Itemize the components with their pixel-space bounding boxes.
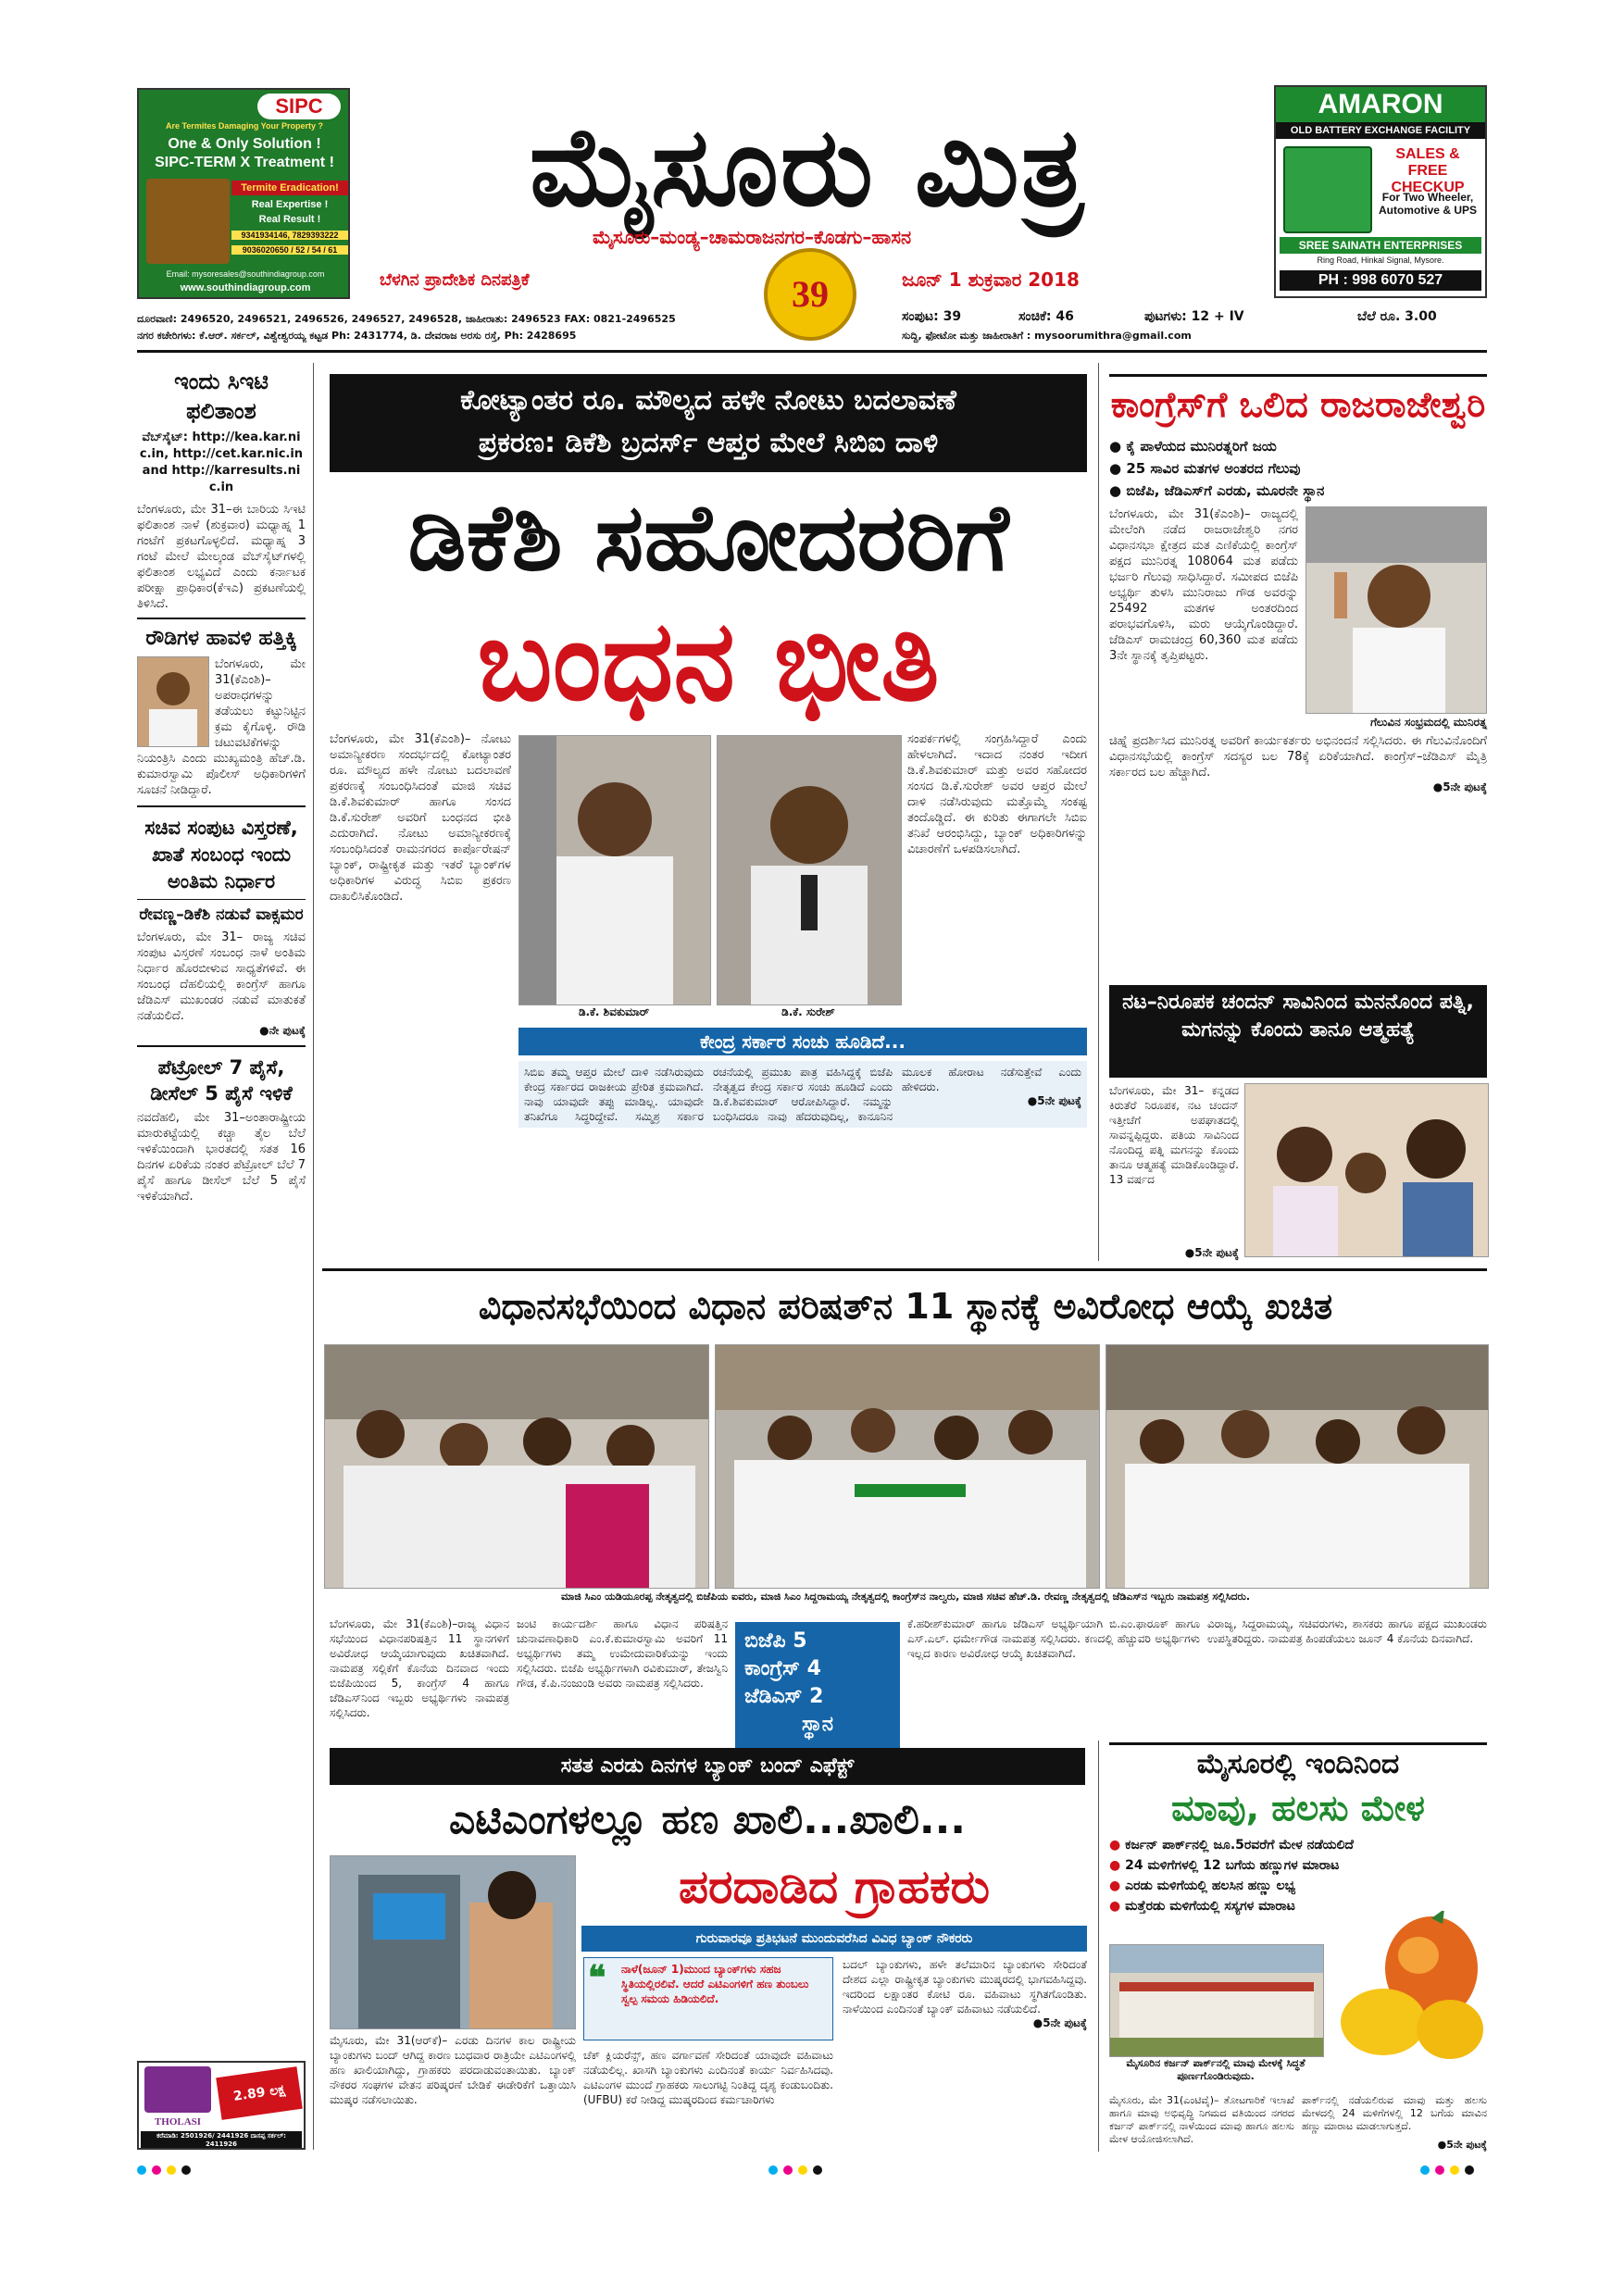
bank-subbar-text: ಗುರುವಾರವೂ ಪ್ರತಿಭಟನೆ ಮುಂದುವರೆಸಿದ ವಿವಿಧ ಬ್ಯಾಂಕ್ ನೌಕರರು	[695, 1931, 973, 1946]
seat-tally-congress: ಕಾಂಗ್ರೆಸ್ 4	[744, 1657, 821, 1680]
council-photo-jds	[1106, 1344, 1489, 1589]
chandan-headline: ನಟ–ನಿರೂಪಕ ಚಂದನ್ ಸಾವಿನಿಂದ ಮನನೊಂದ ಪತ್ನಿ, ಮಗನನ್ನು ಕೊಂದು ತಾನೂ ಆತ್ಮಹತ್ಯೆ	[1122, 991, 1474, 1042]
council-top-rule	[322, 1268, 1487, 1271]
mango-image	[1330, 1911, 1487, 2063]
center-plot-headline: ಕೇಂದ್ರ ಸರ್ಕಾರ ಸಂಚು ಹೂಡಿದೆ...	[700, 1030, 906, 1053]
mango-kicker: ಮೈಸೂರಲ್ಲಿ ಇಂದಿನಿಂದ	[1109, 1742, 1487, 1784]
cabinet-subhead: ರೇವಣ್ಣ–ಡಿಕೆಶಿ ನಡುವೆ ವಾಕ್ಸಮರ	[137, 899, 306, 926]
tholasi-logo	[144, 2066, 211, 2113]
continued-link[interactable]: ●5ನೇ ಪುಟಕ್ಕೆ	[1437, 2139, 1487, 2151]
congress-text: ಬೆಂಗಳೂರು, ಮೇ 31(ಕೆಎಂಶಿ)– ರಾಜ್ಯದಲ್ಲಿ ಮೇಲೆಂಗಿ ನಡೆದ ರಾಜರಾಜೇಶ್ವರಿ ನಗರ ವಿಧಾನಸಭಾ ಕ್ಷೇತ್ರದ ಮತ ಎಣಿಕೆಯಲ್ಲಿ ಕಾಂಗ್ರೆಸ್ ಪಕ್ಷದ ಮುನಿರತ್ನ 108064 ಮತ ಪಡೆದು ಭರ್ಜರಿ ಗೆಲುವು ಸಾಧಿಸಿದ್ದಾರೆ. ಸಮೀಪದ ಬಿಜೆಪಿ ಅಭ್ಯರ್ಥಿ ತುಳಸಿ ಮುನಿರಾಜು ಗೌಡ ಅವರನ್ನು 25492 ಮತಗಳ ಅಂತರದಿಂದ ಪರಾಭವಗೊಳಿಸಿ, ಮರು ಆಯ್ಕೆಗೊಂಡಿದ್ದಾರೆ. ಜೆಡಿಎಸ್ ರಾಮಚಂದ್ರ 60,360 ಮತ ಪಡೆದು 3ನೇ ಸ್ಥಾನಕ್ಕೆ ತೃಪ್ತಿಪಟ್ಟರು.	[1109, 507, 1298, 663]
masthead-issue: ಸಂಚಿಕೆ: 46	[1018, 309, 1074, 324]
center-plot-text-wrap	[518, 1061, 1087, 1128]
ad-amaron-offer: SALES & FREE CHECKUP	[1391, 146, 1465, 195]
council-photo-congress	[715, 1344, 1100, 1589]
mango-headline: ಮಾವು, ಹಲಸು ಮೇಳ	[1171, 1788, 1425, 1828]
seat-tally-box	[735, 1622, 900, 1752]
seat-tally-bjp: ಬಿಜೆಪಿ 5	[744, 1629, 807, 1653]
chandan-story	[1109, 1083, 1487, 1265]
center-plot-box	[518, 1028, 1087, 1055]
ad-sipc-email: Email: mysoresales@southindiagroup.com	[166, 269, 325, 279]
lead-headline-2: ಬಂಧನ ಭೀತಿ	[477, 597, 940, 726]
lead-col2	[907, 731, 1087, 857]
bank-text-3: ಬದಲ್ ಬ್ಯಾಂಕುಗಳು, ಹಳೇ ತಲೆಮಾರಿನ ಬ್ಯಾಂಕುಗಳು ಸೇರಿದಂತೆ ದೇಶದ ಎಲ್ಲಾ ರಾಷ್ಟ್ರೀಕೃತ ಬ್ಯಾಂಕುಗಳು ಮುಷ್ಕರದಲ್ಲಿ ಭಾಗವಹಿಸಿದ್ದವು. ಇದರಿಂದ ಲಕ್ಷಾಂತರ ಕೋಟಿ ರೂ. ವಹಿವಾಟು ಸ್ಥಗಿತಗೊಂಡಿತು. ನಾಳೆಯಿಂದ ಎಂದಿನಂತೆ ಬ್ಯಾಂಕ್ ವಹಿವಾಟು ನಡೆಯಲಿದೆ.	[843, 1958, 1087, 2015]
bank-kicker-text: ಸತತ ಎರಡು ದಿನಗಳ ಬ್ಯಾಂಕ್ ಬಂದ್ ಎಫೆಕ್ಟ್	[560, 1754, 855, 1778]
bullet-item: ● ಎರಡು ಮಳಿಗೆಯಲ್ಲಿ ಹಲಸಿನ ಹಣ್ಣು ಲಭ್ಯ	[1109, 1878, 1296, 1893]
photo-munirathna	[1305, 506, 1487, 714]
masthead-volume: ಸಂಪುಟ: 39	[902, 309, 962, 324]
masthead-rule	[137, 350, 1487, 353]
council-text-col4	[1207, 1616, 1487, 1646]
masthead-date: ಜೂನ್ 1 ಶುಕ್ರವಾರ 2018	[902, 268, 1080, 291]
print-registration-marks-center	[768, 2161, 822, 2178]
chandan-headline-box	[1109, 985, 1487, 1078]
masthead-phones-2: ನಗರ ಕಚೇರಿಗಳು: ಕೆ.ಆರ್. ಸರ್ಕಲ್, ವಿಶ್ವೇಶ್ವರಯ್ಯ ಕಟ್ಟಡ Ph: 2431774, ಡಿ. ದೇವರಾಜ ಅರಸು ರಸ್ತೆ, Ph: 2428695	[137, 330, 577, 342]
bank-subbar	[581, 1926, 1087, 1952]
cet-text: ಬೆಂಗಳೂರು, ಮೇ 31–ಈ ಬಾರಿಯ ಸಿಇಟಿ ಫಲಿತಾಂಶ ನಾಳೆ (ಶುಕ್ರವಾರ) ಮಧ್ಯಾಹ್ನ 1 ಗಂಟೆಗೆ ಪ್ರಕಟಗೊಳ್ಳಲಿದೆ. ಮಧ್ಯಾಹ್ನ 3 ಗಂಟೆ ಮೇಲೆ ಮೇಲ್ಕಂಡ ವೆಬ್‌ಸೈಟ್‌ಗಳಲ್ಲಿ ಫಲಿತಾಂಶ ಲಭ್ಯವಿದೆ ಎಂದು ಕರ್ನಾಟಕ ಪರೀಕ್ಷಾ ಪ್ರಾಧಿಕಾರ(ಕೆಇಎ) ಪ್ರಕಟಣೆಯಲ್ಲಿ ತಿಳಿಸಿದೆ.	[137, 503, 306, 611]
continued-link[interactable]: ●ನೇ ಪುಟಕ್ಕೆ	[259, 1024, 306, 1037]
print-registration-marks-left	[137, 2161, 191, 2178]
photo-dk-shivakumar	[518, 735, 711, 1005]
bank-text-2: ಚೆಕ್ ಕ್ಲಿಯರೆನ್ಸ್, ಹಣ ವರ್ಗಾವಣೆ ಸೇರಿದಂತೆ ಯಾವುದೇ ವಹಿವಾಟು ನಡೆಯಲಿಲ್ಲ. ಖಾಸಗಿ ಬ್ಯಾಂಕುಗಳು ಎಂದಿನಂತೆ ಕಾರ್ಯ ನಿರ್ವಹಿಸಿದವು. ಎಟಿಎಂಗಳ ಮುಂದೆ ಗ್ರಾಹಕರು ಸಾಲುಗಟ್ಟಿ ನಿಂತಿದ್ದ ದೃಶ್ಯ ಕಂಡುಬಂದಿತು. (UFBU) ಕರೆ ನೀಡಿದ್ದ ಮುಷ್ಕರದಿಂದ ಕರ್ಮಚಾರಿಗಳು	[583, 2049, 833, 2106]
bank-quote: ನಾಳೆ(ಜೂನ್ 1)ಮುಂದ ಬ್ಯಾಂಕ್‌ಗಳು ಸಹಜ ಸ್ಥಿತಿಯಲ್ಲಿರಲಿವೆ. ಆದರೆ ಎಟಿಎಂಗಳಿಗೆ ಹಣ ತುಂಬಲು ಸ್ವಲ್ಪ ಸಮಯ ಹಿಡಿಯಲಿದೆ.	[621, 1963, 809, 2005]
mango-text-col1	[1109, 2094, 1294, 2152]
tholasi-brand: THOLASI	[154, 2116, 202, 2128]
council-text-col3	[907, 1616, 1200, 1661]
bullet-item: ● 25 ಸಾವಿರ ಮತಗಳ ಅಂತರದ ಗೆಲುವು	[1109, 460, 1301, 477]
bullet-text: ಬಿಜೆಪಿ, ಜೆಡಿಎಸ್‌ಗೆ ಎರಡು, ಮೂರನೇ ಸ್ಥಾನ	[1126, 482, 1325, 499]
bullet-text: ಎರಡು ಮಳಿಗೆಯಲ್ಲಿ ಹಲಸಿನ ಹಣ್ಣು ಲಭ್ಯ	[1125, 1878, 1296, 1893]
right-col-rule	[1098, 363, 1099, 1261]
bank-text-col1	[330, 2033, 576, 2107]
bullet-item: ● ಮತ್ತೆರಡು ಮಳಿಗೆಯಲ್ಲಿ ಸಸ್ಯಗಳ ಮಾರಾಟ	[1109, 1899, 1295, 1914]
ad-amaron-for: For Two Wheeler, Automotive & UPS	[1378, 191, 1477, 217]
termite-image	[146, 179, 230, 264]
mango-story	[1109, 1742, 1487, 1917]
caption-munirathna: ಗೆಲುವಿನ ಸಂಭ್ರಮದಲ್ಲಿ ಮುನಿರತ್ನ	[1370, 716, 1487, 729]
ad-sipc[interactable]	[137, 88, 350, 299]
bank-text-col3	[843, 1957, 1087, 2030]
mango-bullets	[1109, 1836, 1487, 1915]
bank-text-col2	[583, 2048, 833, 2107]
continued-link[interactable]: ●5ನೇ ಪುಟಕ್ಕೆ	[1032, 2016, 1087, 2029]
ad-amaron-phone: PH : 998 6070 527	[1280, 270, 1481, 291]
bank-kicker	[330, 1748, 1085, 1785]
lead-kicker-line1: ಕೋಟ್ಯಾಂತರ ರೂ. ಮೌಲ್ಯದ ಹಳೇ ನೋಟು ಬದಲಾವಣೆ	[460, 384, 956, 417]
ad-amaron[interactable]	[1274, 85, 1487, 298]
congress-story	[1109, 374, 1487, 794]
continued-link[interactable]: ●5ನೇ ಪುಟಕ್ಕೆ	[1027, 1094, 1081, 1107]
bank-text-1: ಮೈಸೂರು, ಮೇ 31(ಆರ್‌ಕೆ)– ಎರಡು ದಿನಗಳ ಕಾಲ ರಾಷ್ಟ್ರೀಯ ಬ್ಯಾಂಕುಗಳು ಬಂದ್ ಆಗಿದ್ದ ಕಾರಣ ಬುಧವಾರ ರಾತ್ರಿಯೇ ಎಟಿಎಂಗಳಲ್ಲಿ ಹಣ ಖಾಲಿಯಾಗಿದ್ದು, ಗ್ರಾಹಕರು ಪರದಾಡುವಂತಾಯಿತು. ಬ್ಯಾಂಕ್ ನೌಕರರ ಸಂಘಗಳ ವೇತನ ಪರಿಷ್ಕರಣೆ ಬೇಡಿಕೆ ಈಡೇರಿಕೆಗೆ ಒತ್ತಾಯಿಸಿ ಮುಷ್ಕರ ನಡೆಸಲಾಯಿತು.	[330, 2034, 576, 2106]
petrol-text: ನವದೆಹಲಿ, ಮೇ 31–ಅಂತಾರಾಷ್ಟ್ರೀಯ ಮಾರುಕಟ್ಟೆಯಲ್ಲಿ ಕಚ್ಚಾ ತೈಲ ಬೆಲೆ ಇಳಿಕೆಯಿಂದಾಗಿ ಭಾರತದಲ್ಲಿ ಸತತ 16 ದಿನಗಳ ಏರಿಕೆಯ ನಂತರ ಪೆಟ್ರೋಲ್ ಬೆಲೆ 7 ಪೈಸೆ ಹಾಗೂ ಡೀಸೆಲ್ ಬೆಲೆ 5 ಪೈಸೆ ಇಳಿಕೆಯಾಗಿದೆ.	[137, 1111, 306, 1204]
petrol-headline: ಪೆಟ್ರೋಲ್ 7 ಪೈಸೆ, ಡೀಸೆಲ್ 5 ಪೈಸೆ ಇಳಿಕೆ	[150, 1056, 293, 1104]
bank-headline-1: ಎಟಿಎಂಗಳಲ್ಲೂ ಹಣ ಖಾಲಿ...ಖಾಲಿ...	[448, 1796, 967, 1843]
congress-headline: ಕಾಂಗ್ರೆಸ್‌ಗೆ ಒಲಿದ ರಾಜರಾಜೇಶ್ವರಿ	[1109, 374, 1487, 429]
ad-amaron-line1: OLD BATTERY EXCHANGE FACILITY	[1276, 122, 1485, 139]
left-column	[137, 367, 306, 1204]
photo-dk-suresh	[717, 735, 902, 1005]
bullet-text: ಕೈ ಪಾಳೆಯದ ಮುನಿರತ್ನರಿಗೆ ಜಯ	[1126, 438, 1277, 455]
ad-sipc-web: www.southindiagroup.com	[180, 282, 311, 293]
chandan-text: ಬೆಂಗಳೂರು, ಮೇ 31– ಕನ್ನಡದ ಕಿರುತೆರೆ ನಿರೂಪಕ, ನಟ ಚಂದನ್ ಇತ್ತೀಚೆಗೆ ಅಪಘಾತದಲ್ಲಿ ಸಾವನ್ನಪ್ಪಿದ್ದರು. ಪತಿಯ ಸಾವಿನಿಂದ ನೊಂದಿದ್ದ ಪತ್ನಿ ಮಗನನ್ನು ಕೊಂದು ತಾನೂ ಆತ್ಮಹತ್ಯೆ ಮಾಡಿಕೊಂಡಿದ್ದಾರೆ. 13 ವರ್ಷದ	[1109, 1084, 1239, 1186]
cet-websites[interactable]: ವೆಬ್‌ಸೈಟ್: http://kea.kar.nic.in, http://cet.kar.nic.in and http://karresults.nic.in	[139, 430, 304, 494]
congress-text-2: ಚಿಹ್ನೆ ಪ್ರದರ್ಶಿಸಿದ ಮುನಿರತ್ನ ಅವರಿಗೆ ಕಾರ್ಯಕರ್ತರು ಅಭಿನಂದನೆ ಸಲ್ಲಿಸಿದರು. ಈ ಗೆಲುವಿನೊಂದಿಗೆ ವಿಧಾನಸಭೆಯಲ್ಲಿ ಕಾಂಗ್ರೆಸ್ ಸದಸ್ಯರ ಬಲ 78ಕ್ಕೆ ಏರಿಕೆಯಾಗಿದೆ. ಕಾಂಗ್ರೆಸ್–ಜೆಡಿಎಸ್ ಮೈತ್ರಿ ಸರ್ಕಾರದ ಬಲ ಹೆಚ್ಚಾಗಿದೆ.	[1109, 734, 1487, 780]
ad-amaron-address: Ring Road, Hinkal Signal, Mysore.	[1317, 256, 1444, 265]
masthead-phones-1: ದೂರವಾಣಿ: 2496520, 2496521, 2496526, 2496527, 2496528, ಜಾಹೀರಾತು: 2496523 FAX: 0821-2496525	[137, 313, 676, 325]
masthead-email: ಸುದ್ದಿ, ಫೋಟೋ ಮತ್ತು ಜಾಹೀರಾತಿಗೆ : mysoorumithra@gmail.com	[902, 330, 1192, 342]
ad-sipc-line4: Termite Eradication!	[231, 181, 348, 195]
bank-quote-box	[583, 1957, 833, 2040]
ad-sipc-line3: SIPC-TERM X Treatment !	[155, 155, 334, 170]
left-col-rule	[313, 363, 314, 2150]
sipc-logo: SIPC	[257, 94, 341, 119]
print-registration-marks-right	[1420, 2161, 1474, 2178]
caption-dk-shivakumar: ಡಿ.ಕೆ. ಶಿವಕುಮಾರ್	[578, 1005, 650, 1018]
bullet-text: ಕರ್ಜನ್ ಪಾರ್ಕ್‌ನಲ್ಲಿ ಜೂ.5ರವರೆಗೆ ಮೇಳ ನಡೆಯಲಿದೆ	[1125, 1838, 1354, 1853]
ad-sipc-phone2: 9036020650 / 52 / 54 / 61	[231, 245, 348, 255]
bank-headline-2: ಪರದಾಡಿದ ಗ್ರಾಹಕರು	[678, 1860, 991, 1914]
ad-sipc-line2: One & Only Solution !	[168, 136, 321, 152]
bullet-text: ಮತ್ತೆರಡು ಮಳಿಗೆಯಲ್ಲಿ ಸಸ್ಯಗಳ ಮಾರಾಟ	[1125, 1899, 1295, 1914]
council-text-col2	[517, 1616, 728, 1691]
ad-tholasi[interactable]	[137, 2061, 306, 2150]
divider	[137, 618, 306, 619]
congress-bullets	[1109, 436, 1487, 501]
lead-kicker-line2: ಪ್ರಕರಣ: ಡಿಕೆಶಿ ಬ್ರದರ್ಸ್ ಆಪ್ತರ ಮೇಲೆ ಸಿಬಿಐ ದಾಳಿ	[478, 427, 939, 459]
ad-sipc-phone: 9341934146, 7829393222	[231, 231, 348, 240]
masthead-title: ಮೈಸೂರು ಮಿತ್ರ	[529, 103, 1086, 231]
continued-link[interactable]: ●5ನೇ ಪುಟಕ್ಕೆ	[1184, 1246, 1239, 1259]
bullet-text: 24 ಮಳಿಗೆಗಳಲ್ಲಿ 12 ಬಗೆಯ ಹಣ್ಣುಗಳ ಮಾರಾಟ	[1125, 1858, 1340, 1873]
ad-amaron-dealer: SREE SAINATH ENTERPRISES	[1280, 237, 1481, 254]
divider	[137, 805, 306, 807]
anniversary-badge	[764, 248, 856, 341]
ad-sipc-line1: Are Termites Damaging Your Property ?	[165, 121, 324, 131]
rowdy-text: ಬೆಂಗಳೂರು, ಮೇ 31(ಕೆಎಂಶಿ)– ಅಪರಾಧಗಳನ್ನು ತಡೆಯಲು ಕಟ್ಟುನಿಟ್ಟಿನ ಕ್ರಮ ಕೈಗೊಳ್ಳಿ. ರೌಡಿ ಚಟುವಟಿಕೆಗಳನ್ನು ನಿಯಂತ್ರಿಸಿ ಎಂದು ಮುಖ್ಯಮಂತ್ರಿ ಹೆಚ್.ಡಿ. ಕುಮಾರಸ್ವಾಮಿ ಪೊಲೀಸ್ ಅಧಿಕಾರಿಗಳಿಗೆ ಸೂಚನೆ ನೀಡಿದ್ದಾರೆ.	[137, 657, 306, 797]
lead-kicker	[330, 374, 1087, 472]
mango-col-rule	[1098, 1741, 1099, 2152]
battery-image	[1283, 146, 1372, 233]
anniversary-number: 39	[792, 273, 829, 315]
photo-atm	[330, 1855, 576, 2029]
cet-headline: ಇಂದು ಸಿಇಟಿ ಫಲಿತಾಂಶ	[174, 368, 269, 424]
tholasi-contact: ಕರೆಮಾಡಿ: 2501926/ 2441926 ದಾಸಪ್ಪ ಸರ್ಕಲ್: 2411926	[141, 2131, 302, 2150]
bullet-item: ● ಬಿಜೆಪಿ, ಜೆಡಿಎಸ್‌ಗೆ ಎರಡು, ಮೂರನೇ ಸ್ಥಾನ	[1109, 482, 1325, 499]
mango-text-2: ಪಾರ್ಕ್‌ನಲ್ಲಿ ನಡೆಯಲಿರುವ ಮಾವು ಮತ್ತು ಹಲಸು ಮೇಳದಲ್ಲಿ 24 ಮಳಿಗೆಗಳಲ್ಲಿ 12 ಬಗೆಯ ಮಾವಿನ ಹಣ್ಣು ಮಾರಾಟ ಮಾಡಲಾಗುತ್ತದೆ.	[1302, 2094, 1487, 2132]
council-text-4: ವಿರಾಜ್ಯ, ಸಿದ್ದರಾಮಯ್ಯ, ಸಚಿವರುಗಳು, ಶಾಸಕರು ಹಾಗೂ ಪಕ್ಷದ ಮುಖಂಡರು ಉಪಸ್ಥಿತರಿದ್ದರು. ನಾಮಪತ್ರ ಹಿಂಪಡೆಯಲು ಜೂನ್ 4 ಕೊನೆಯ ದಿನವಾಗಿದೆ.	[1207, 1617, 1487, 1645]
quote-icon: ❝	[588, 1959, 606, 1996]
masthead-tagline: ಮೈಸೂರು–ಮಂಡ್ಯ–ಚಾಮರಾಜನಗರ–ಕೊಡಗು–ಹಾಸನ	[593, 226, 912, 248]
council-photo-bjp	[324, 1344, 709, 1589]
cabinet-text: ಬೆಂಗಳೂರು, ಮೇ 31– ರಾಜ್ಯ ಸಚಿವ ಸಂಪುಟ ವಿಸ್ತರಣೆ ಸಂಬಂಧ ನಾಳೆ ಅಂತಿಮ ನಿರ್ಧಾರ ಹೊರಬೀಳುವ ಸಾಧ್ಯತೆಗಳಿವೆ. ಈ ಸಂಬಂಧ ದೆಹಲಿಯಲ್ಲಿ ಕಾಂಗ್ರೆಸ್ ಹಾಗೂ ಜೆಡಿಎಸ್ ಮುಖಂಡರ ನಡುವೆ ಮಾತುಕತೆ ನಡೆಯಲಿದೆ.	[137, 930, 306, 1023]
cabinet-headline: ಸಚಿವ ಸಂಪುಟ ವಿಸ್ತರಣೆ, ಖಾತೆ ಸಂಬಂಧ ಇಂದು ಅಂತಿಮ ನಿರ್ಧಾರ	[144, 817, 298, 892]
mango-text-col2	[1302, 2094, 1487, 2152]
seat-tally-label: ಸ್ಥಾನ	[802, 1713, 833, 1736]
council-text-2: ಜಂಟಿ ಕಾರ್ಯದರ್ಶಿ ಹಾಗೂ ವಿಧಾನ ಪರಿಷತ್ತಿನ ಚುನಾವಣಾಧಿಕಾರಿ ಎಂ.ಕೆ.ಕುಮಾರಸ್ವಾಮಿ ಅವರಿಗೆ 11 ಅಭ್ಯರ್ಥಿಗಳು ತಮ್ಮ ಉಮೇದುವಾರಿಕೆಯನ್ನು ಇಂದು ಸಲ್ಲಿಸಿದರು. ಬಿಜೆಪಿ ಅಭ್ಯರ್ಥಿಗಳಾಗಿ ರವಿಕುಮಾರ್, ತೇಜಸ್ವಿನಿ ಗೌಡ, ಕೆ.ಪಿ.ನಂಜುಂಡಿ ಅವರು ನಾಮಪತ್ರ ಸಲ್ಲಿಸಿದರು.	[517, 1617, 728, 1690]
rowdy-headline: ರೌಡಿಗಳ ಹಾವಳಿ ಹತ್ತಿಕ್ಕಿ	[145, 627, 297, 650]
photo-chandan-family	[1244, 1083, 1489, 1257]
photo-curzon-park	[1109, 1944, 1324, 2057]
caption-curzon-park: ಮೈಸೂರಿನ ಕರ್ಜನ್ ಪಾರ್ಕ್‌ನಲ್ಲಿ ಮಾವು ಮೇಳಕ್ಕೆ ಸಿದ್ಧತೆ ಪೂರ್ಣಗೊಂಡಿರುವುದು.	[1126, 2057, 1305, 2082]
continued-link[interactable]: ●5ನೇ ಪುಟಕ್ಕೆ	[1432, 780, 1487, 793]
tholasi-offer: 2.89 ಲಕ್ಷ	[216, 2066, 303, 2120]
ad-sipc-line5: Real Expertise !	[251, 199, 329, 210]
bullet-text: 25 ಸಾವಿರ ಮತಗಳ ಅಂತರದ ಗೆಲುವು	[1126, 460, 1301, 477]
lead-text-col2: ಸಂಪರ್ಕಗಳಲ್ಲಿ ಸಂಗ್ರಹಿಸಿದ್ದಾರೆ ಎಂದು ಹೇಳಲಾಗಿದೆ. ಇದಾದ ನಂತರ ಇದೀಗ ಡಿ.ಕೆ.ಶಿವಕುಮಾರ್ ಮತ್ತು ಅವರ ಸಹೋದರ ಸಂಸದ ಡಿ.ಕೆ.ಸುರೇಶ್ ಅವರ ಆಪ್ತರ ಮೇಲೆ ದಾಳಿ ನಡೆಸಿರುವುದು ಮತ್ತೊಮ್ಮೆ ಸಂಕಷ್ಟ ತಂದೊಡ್ಡಿದೆ. ಈ ಕುರಿತು ಈಗಾಗಲೇ ಸಿಬಿಐ ತನಿಖೆ ಆರಂಭಿಸಿದ್ದು, ಬ್ಯಾಂಕ್ ಅಧಿಕಾರಿಗಳನ್ನು ವಿಚಾರಣೆಗೆ ಒಳಪಡಿಸಲಾಗಿದೆ.	[907, 732, 1087, 856]
lead-text-col1: ಬೆಂಗಳೂರು, ಮೇ 31(ಕೆಎಂಶಿ)– ನೋಟು ಅಮಾನ್ಯೀಕರಣ ಸಂದರ್ಭದಲ್ಲಿ ಕೋಟ್ಯಾಂತರ ರೂ. ಮೌಲ್ಯದ ಹಳೇ ನೋಟು ಬದಲಾವಣೆ ಪ್ರಕರಣಕ್ಕೆ ಸಂಬಂಧಿಸಿದಂತೆ ಮಾಜಿ ಸಚಿವ ಡಿ.ಕೆ.ಶಿವಕುಮಾರ್ ಹಾಗೂ ಸಂಸದ ಡಿ.ಕೆ.ಸುರೇಶ್ ಅವರಿಗೆ ಬಂಧನದ ಭೀತಿ ಎದುರಾಗಿದೆ. ನೋಟು ಅಮಾನ್ಯೀಕರಣಕ್ಕೆ ಸಂಬಂಧಿಸಿದಂತೆ ರಾಮನಗರದ ಕಾರ್ಪೊರೇಷನ್ ಬ್ಯಾಂಕ್, ರಾಷ್ಟ್ರೀಕೃತ ಮತ್ತು ಇತರೆ ಬ್ಯಾಂಕ್‌ಗಳ ಅಧಿಕಾರಿಗಳ ವಿರುದ್ಧ ಸಿಬಿಐ ಪ್ರಕರಣ ದಾಖಲಿಸಿಕೊಂಡಿದೆ.	[330, 732, 511, 904]
masthead-subtag: ಬೆಳಗಿನ ಪ್ರಾದೇಶಿಕ ದಿನಪತ್ರಿಕೆ	[380, 270, 530, 290]
divider	[137, 1045, 306, 1047]
council-banner: ವಿಧಾನಸಭೆಯಿಂದ ವಿಧಾನ ಪರಿಷತ್‌ನ 11 ಸ್ಥಾನಕ್ಕೆ ಅವಿರೋಧ ಆಯ್ಕೆ ಖಚಿತ	[478, 1286, 1333, 1327]
amaron-logo: AMARON	[1276, 87, 1485, 122]
council-photo-caption: ಮಾಜಿ ಸಿಎಂ ಯಡಿಯೂರಪ್ಪ ನೇತೃತ್ವದಲ್ಲಿ ಬಿಜೆಪಿಯ ಐವರು, ಮಾಜಿ ಸಿಎಂ ಸಿದ್ದರಾಮಯ್ಯ ನೇತೃತ್ವದಲ್ಲಿ ಕಾಂಗ್ರೆಸ್‌ನ ನಾಲ್ವರು, ಮಾಜಿ ಸಚಿವ ಹೆಚ್.ಡಿ. ರೇವಣ್ಣ ನೇತೃತ್ವದಲ್ಲಿ ಜೆಡಿಎಸ್‌ನ ಇಬ್ಬರು ನಾಮಪತ್ರ ಸಲ್ಲಿಸಿದರು.	[560, 1591, 1251, 1603]
bullet-item: ● 24 ಮಳಿಗೆಗಳಲ್ಲಿ 12 ಬಗೆಯ ಹಣ್ಣುಗಳ ಮಾರಾಟ	[1109, 1858, 1340, 1873]
seat-tally-jds: ಜೆಡಿಎಸ್ 2	[744, 1685, 824, 1708]
council-text-1: ಬೆಂಗಳೂರು, ಮೇ 31(ಕೆಎಂಶಿ)–ರಾಜ್ಯ ವಿಧಾನ ಸಭೆಯಿಂದ ವಿಧಾನಪರಿಷತ್ತಿನ 11 ಸ್ಥಾನಗಳಿಗೆ ಅವಿರೋಧ ಆಯ್ಕೆಯಾಗುವುದು ಖಚಿತವಾಗಿದೆ. ನಾಮಪತ್ರ ಸಲ್ಲಿಕೆಗೆ ಕೊನೆಯ ದಿನವಾದ ಇಂದು ಬಿಜೆಪಿಯಿಂದ 5, ಕಾಂಗ್ರೆಸ್ 4 ಹಾಗೂ ಜೆಡಿಎಸ್‌ನಿಂದ ಇಬ್ಬರು ಅಭ್ಯರ್ಥಿಗಳು ನಾಮಪತ್ರ ಸಲ್ಲಿಸಿದರು.	[330, 1617, 509, 1719]
council-text-col1	[330, 1616, 509, 1720]
caption-dk-suresh: ಡಿ.ಕೆ. ಸುರೇಶ್	[781, 1005, 835, 1018]
mango-text-1: ಮೈಸೂರು, ಮೇ 31(ಎಂಟಿವೈ)– ತೋಟಗಾರಿಕೆ ಇಲಾಖೆ ಹಾಗೂ ಮಾವು ಅಭಿವೃದ್ಧಿ ನಿಗಮದ ವತಿಯಿಂದ ನಗರದ ಕರ್ಜನ್ ಪಾರ್ಕ್‌ನಲ್ಲಿ ನಾಳೆಯಿಂದ ಮಾವು ಹಾಗೂ ಹಲಸು ಮೇಳ ಆಯೋಜಿಸಲಾಗಿದೆ.	[1109, 2094, 1294, 2145]
bullet-item: ● ಕರ್ಜನ್ ಪಾರ್ಕ್‌ನಲ್ಲಿ ಜೂ.5ರವರೆಗೆ ಮೇಳ ನಡೆಯಲಿದೆ	[1109, 1838, 1354, 1853]
cm-photo	[137, 656, 209, 747]
ad-sipc-line6: Real Result !	[258, 214, 321, 225]
bullet-item: ● ಕೈ ಪಾಳೆಯದ ಮುನಿರತ್ನರಿಗೆ ಜಯ	[1109, 438, 1277, 455]
lead-col1	[330, 731, 511, 905]
masthead-price: ಬೆಲೆ ರೂ. 3.00	[1357, 309, 1437, 324]
masthead-pages: ಪುಟಗಳು: 12 + IV	[1144, 309, 1244, 324]
lead-headline-1: ಡಿಕೆಶಿ ಸಹೋದರರಿಗೆ	[407, 483, 1009, 592]
council-text-3: ಕೆ.ಹರೀಶ್‌ಕುಮಾರ್ ಹಾಗೂ ಜೆಡಿಎಸ್ ಅಭ್ಯರ್ಥಿಯಾಗಿ ಬಿ.ಎಂ.ಫಾರೂಕ್ ಹಾಗೂ ಎಸ್.ಎಲ್. ಧರ್ಮೇಗೌಡ ನಾಮಪತ್ರ ಸಲ್ಲಿಸಿದರು. ಕಣದಲ್ಲಿ ಹೆಚ್ಚುವರಿ ಅಭ್ಯರ್ಥಿಗಳು ಇಲ್ಲದ ಕಾರಣ ಅವಿರೋಧ ಆಯ್ಕೆ ಖಚಿತವಾಗಿದೆ.	[907, 1617, 1200, 1660]
center-plot-text: ಸಿಬಿಐ ತಮ್ಮ ಆಪ್ತರ ಮೇಲೆ ದಾಳಿ ನಡೆಸಿರುವುದು ಕೇಂದ್ರ ಸರ್ಕಾರದ ರಾಜಕೀಯ ಪ್ರೇರಿತ ಕ್ರಮವಾಗಿದೆ. ನಾವು ಯಾವುದೇ ತಪ್ಪು ಮಾಡಿಲ್ಲ. ಯಾವುದೇ ತನಿಖೆಗೂ ಸಿದ್ಧರಿದ್ದೇವೆ. ಸಮ್ಮಿಶ್ರ ಸರ್ಕಾರ ರಚನೆಯಲ್ಲಿ ಪ್ರಮುಖ ಪಾತ್ರ ವಹಿಸಿದ್ದಕ್ಕೆ ಬಿಜೆಪಿ ನೇತೃತ್ವದ ಕೇಂದ್ರ ಸರ್ಕಾರ ಸಂಚು ಹೂಡಿದೆ ಎಂದು ಡಿ.ಕೆ.ಶಿವಕುಮಾರ್ ಆರೋಪಿಸಿದ್ದಾರೆ. ನಮ್ಮನ್ನು ಬಂಧಿಸಿದರೂ ನಾವು ಹೆದರುವುದಿಲ್ಲ, ಕಾನೂನಿನ ಮೂಲಕ ಹೋರಾಟ ನಡೆಸುತ್ತೇವೆ ಎಂದು ಹೇಳಿದರು.	[524, 1066, 1081, 1123]
